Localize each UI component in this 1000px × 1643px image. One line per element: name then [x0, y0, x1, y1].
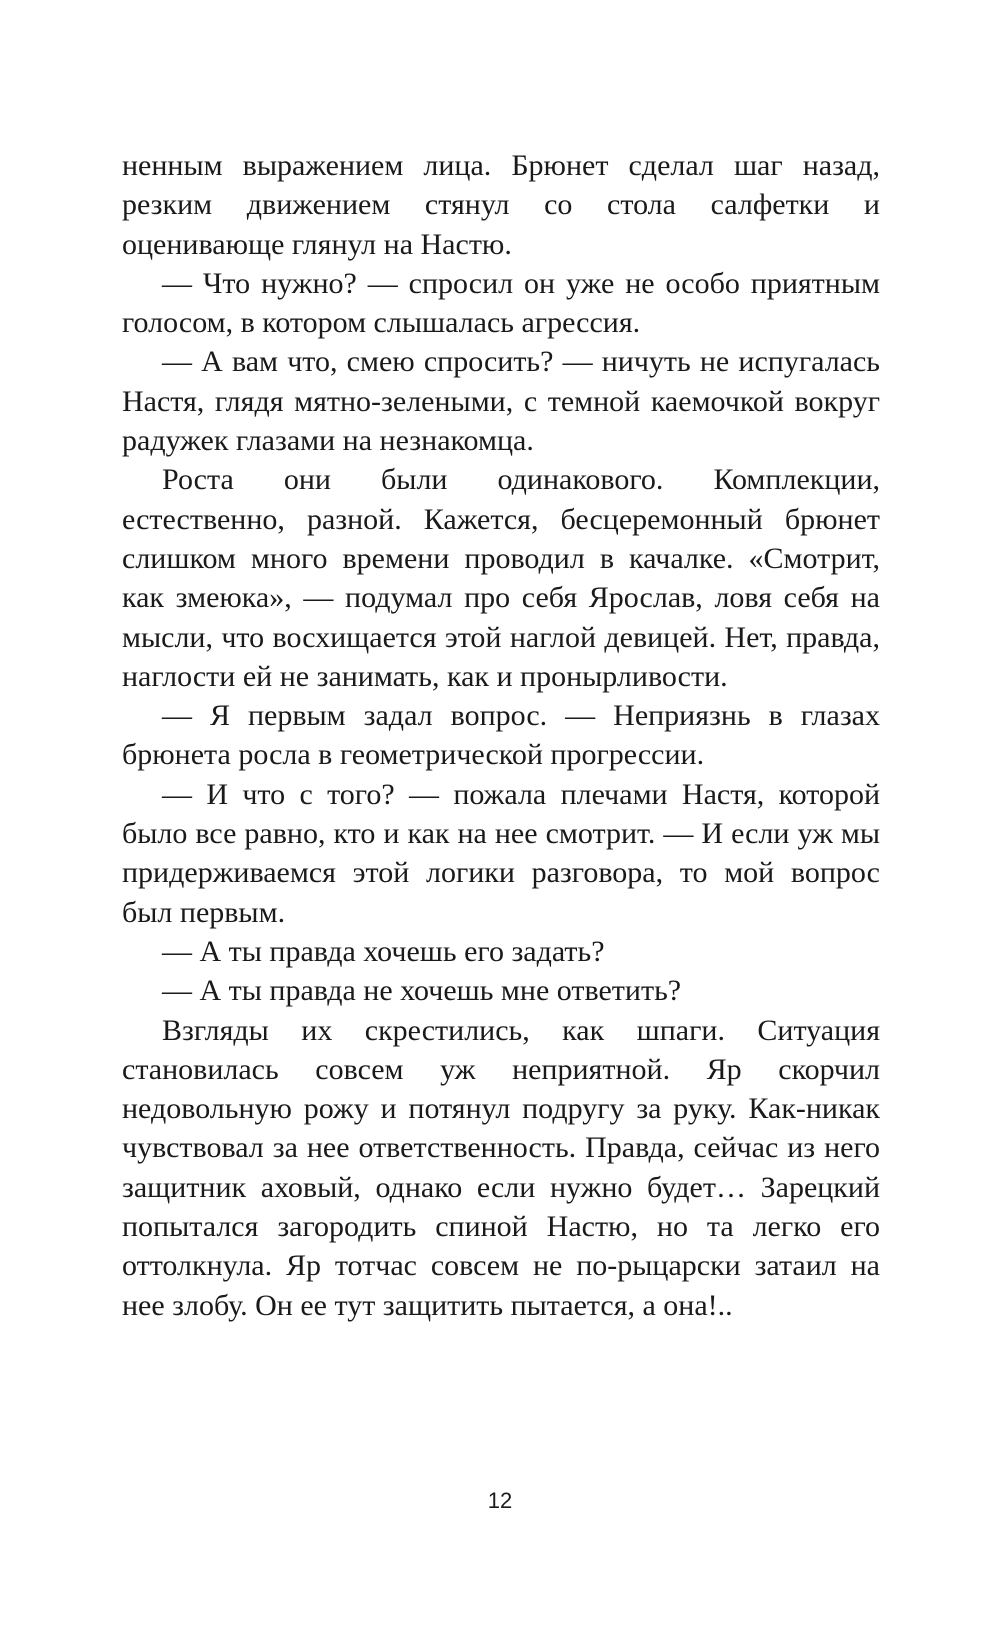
dialogue-line: — Что нужно? — спросил он уже не особо приятным голосом, в котором слышалась агрессия. — [122, 266, 880, 340]
dialogue-line: — А ты правда хочешь его задать? — [162, 934, 605, 968]
dialogue-line: — И что с того? — пожала плечами Настя, которой было все равно, кто и как на нее смотрит. — И если уж мы придерживаемся этой логики разговора, то мой вопрос был первым. — [122, 777, 880, 929]
paragraph: Роста они были одинакового. Комплекции, естественно, разной. Кажется, бесцеремонный брюнет слишком много времени проводил в качалке. «Смотрит, как змеюка», — подумал про себя Ярослав, ловя себя на мысли, что восхищается этой наглой девицей. Нет, правда, наглости ей не занимать, как и пронырливости. — [122, 463, 880, 693]
body-text — [122, 146, 880, 1325]
paragraph: Взгляды их скрестились, как шпаги. Ситуация становилась совсем уж неприятной. Яр скорчил недовольную рожу и потянул подругу за руку. Как-никак чувствовал за нее ответственность. Правда, сейчас из него защитник аховый, однако если нужно будет… Зарецкий попытался загородить спиной Настю, но та легко его оттолкнула. Яр тотчас совсем не по-рыцарски затаил на нее злобу. Он ее тут защитить пытается, а она!.. — [122, 1013, 880, 1322]
page-number: 12 — [487, 1488, 513, 1513]
dialogue-line: — А вам что, смею спросить? — ничуть не испугалась Настя, глядя мятно-зелеными, с темной каемочкой вокруг радужек глазами на незнакомца. — [122, 345, 880, 458]
dialogue-line: — А ты правда не хочешь мне ответить? — [162, 974, 682, 1008]
paragraph-continuation: ненным выражением лица. Брюнет сделал шаг назад, резким движением стянул со стола салфетки и оценивающе глянул на Настю. — [122, 149, 880, 261]
dialogue-line: — Я первым задал вопрос. — Неприязнь в глазах брюнета росла в геометрической прогрессии. — [122, 699, 880, 772]
